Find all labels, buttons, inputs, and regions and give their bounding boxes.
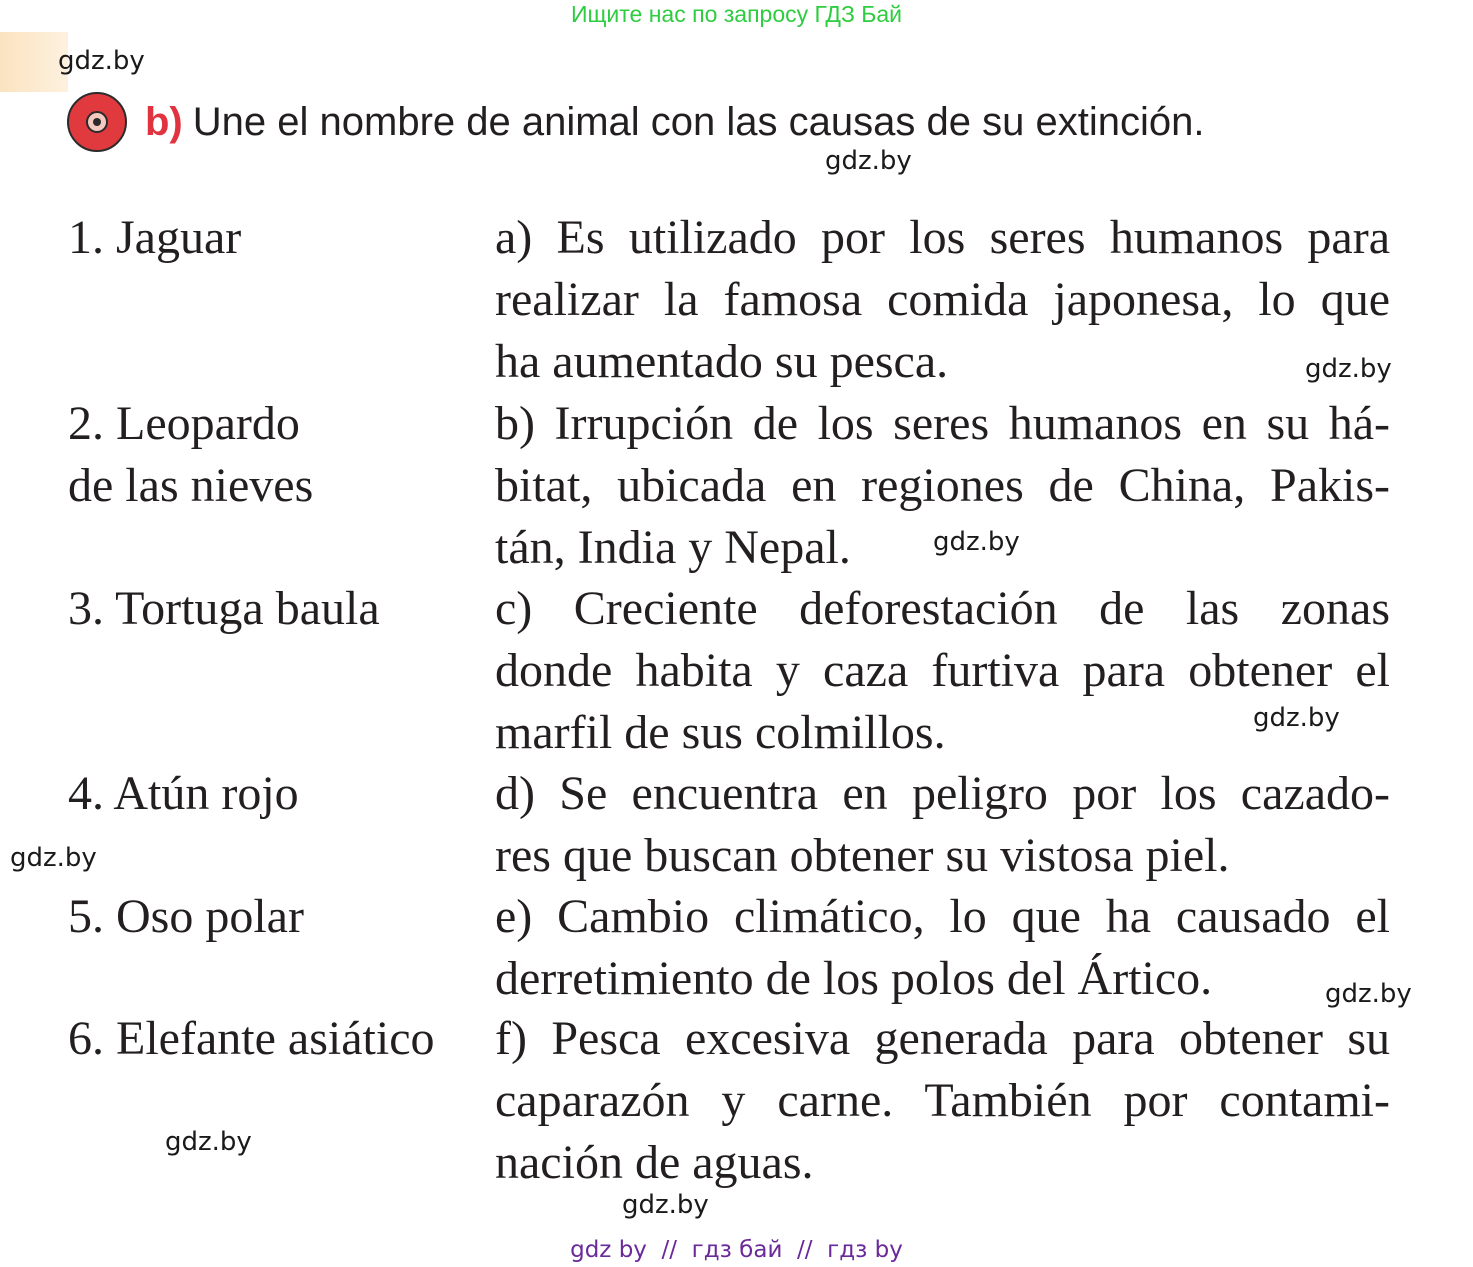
cause-line: res que buscan obtener su vistosa piel. <box>495 829 1230 882</box>
cause-line: bitat, ubicada en regiones de China, Pakis- <box>495 459 1390 512</box>
cause-line: derretimiento de los polos del Ártico. <box>495 952 1213 1005</box>
cause-line: donde habita y caza furtiva para obtener el <box>495 644 1390 697</box>
animal-line: 6. Elefante asiático <box>68 1012 435 1065</box>
cause-line: realizar la famosa comida japonesa, lo que <box>495 273 1390 326</box>
cause-line: nación de aguas. <box>495 1136 814 1189</box>
watermark: gdz.by <box>1253 703 1340 733</box>
watermark: gdz.by <box>1305 354 1392 384</box>
animal-line: 1. Jaguar <box>68 211 242 264</box>
cause-item <box>495 1008 1390 1194</box>
animal-line: 2. Leopardo <box>68 397 300 450</box>
animal-item <box>68 207 241 269</box>
animal-item <box>68 393 313 517</box>
cause-line: marfil de sus colmillos. <box>495 706 946 759</box>
footer-links[interactable]: gdz by // гдз бай // гдз by <box>570 1237 903 1263</box>
animal-line: 3. Tortuga baula <box>68 582 380 635</box>
watermark: gdz.by <box>10 843 97 873</box>
watermark: gdz.by <box>825 146 912 176</box>
cause-line: tán, India y Nepal. <box>495 521 851 574</box>
cause-item <box>495 886 1390 1010</box>
animal-item <box>68 763 299 825</box>
cause-item <box>495 393 1390 579</box>
task-instruction: Une el nombre de animal con las causas de su extinción. <box>192 100 1205 144</box>
task-marker: b) <box>145 100 183 144</box>
target-icon <box>67 92 127 152</box>
watermark: gdz.by <box>58 46 145 76</box>
cause-item <box>495 578 1390 764</box>
cause-item <box>495 207 1390 393</box>
animal-item <box>68 1008 435 1070</box>
task-heading <box>145 98 1204 146</box>
watermark: gdz.by <box>1325 979 1412 1009</box>
animal-line: 5. Oso polar <box>68 890 304 943</box>
cause-line: b) Irrupción de los seres humanos en su há- <box>495 397 1390 450</box>
cause-item <box>495 763 1390 887</box>
watermark: gdz.by <box>622 1190 709 1220</box>
cause-line: f) Pesca excesiva generada para obtener su <box>495 1012 1390 1065</box>
top-banner[interactable]: Ищите нас по запросу ГДЗ Бай <box>570 1 903 27</box>
cause-line: e) Cambio climático, lo que ha causado el <box>495 890 1390 943</box>
cause-line: a) Es utilizado por los seres humanos para <box>495 211 1390 264</box>
cause-line: c) Creciente deforestación de las zonas <box>495 582 1390 635</box>
cause-line: ha aumentado su pesca. <box>495 335 949 388</box>
animal-line: de las nieves <box>68 459 314 512</box>
cause-line: d) Se encuentra en peligro por los cazado- <box>495 767 1390 820</box>
cause-line: caparazón y carne. También por contami- <box>495 1074 1390 1127</box>
watermark: gdz.by <box>933 527 1020 557</box>
animal-item <box>68 578 380 640</box>
animal-line: 4. Atún rojo <box>68 767 299 820</box>
watermark: gdz.by <box>165 1127 252 1157</box>
animal-item <box>68 886 304 948</box>
